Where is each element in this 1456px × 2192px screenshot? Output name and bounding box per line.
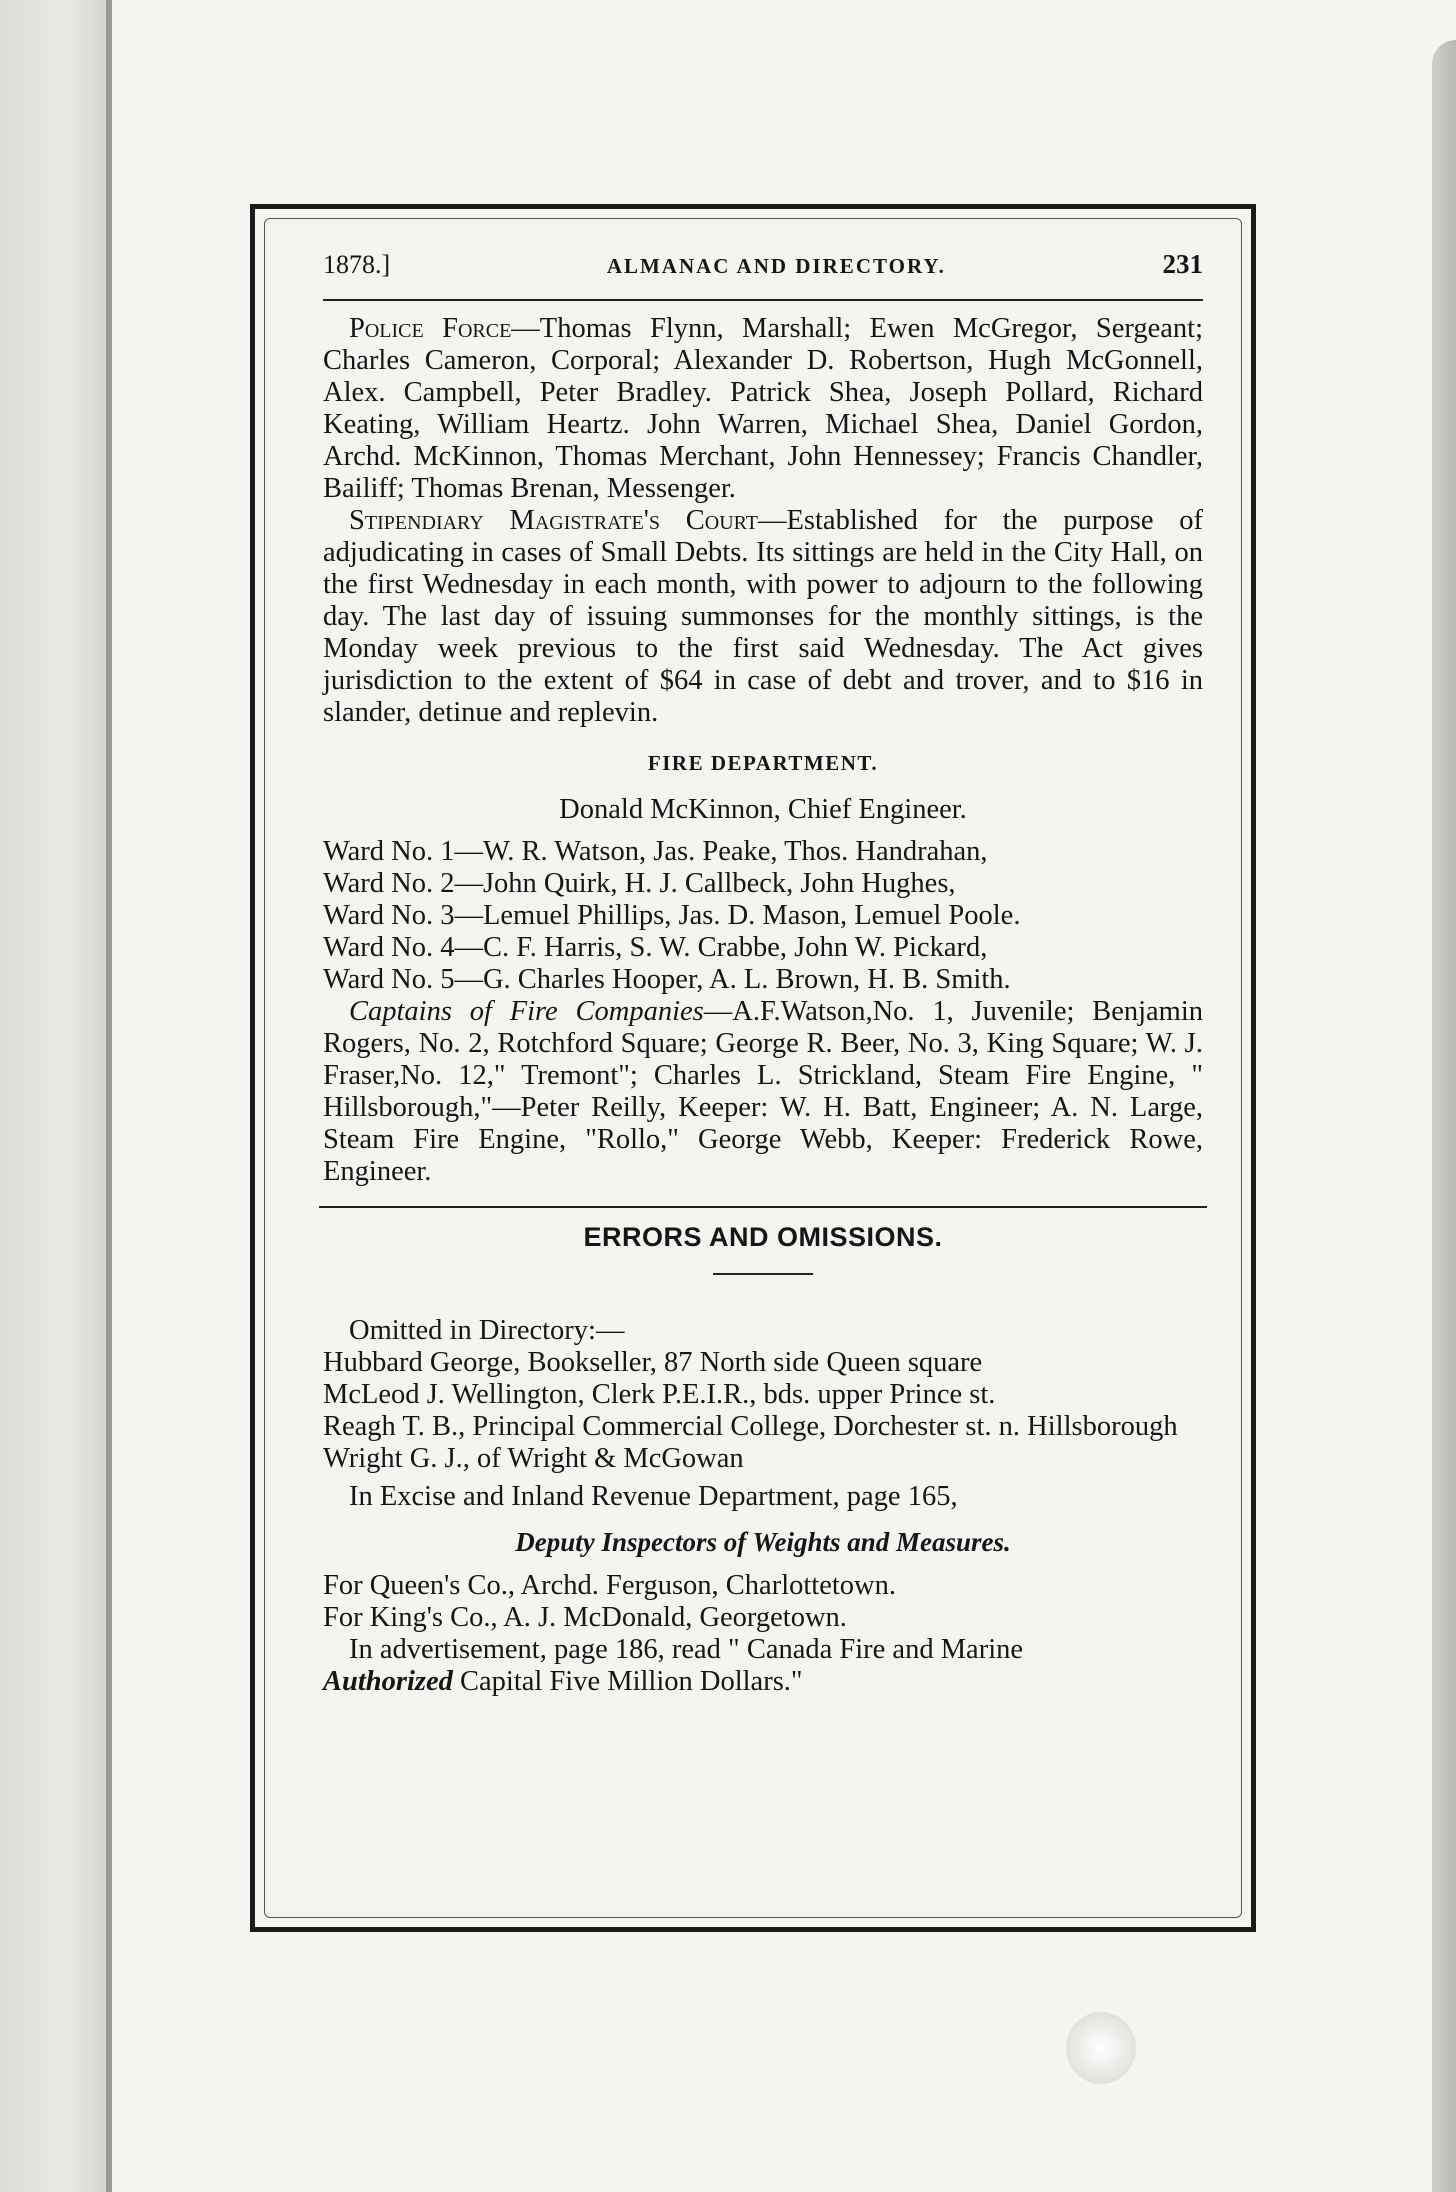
page-content [323, 249, 1203, 1698]
police-heading: Police Force [349, 313, 512, 344]
errors-heading: ERRORS AND OMISSIONS. [583, 1222, 943, 1252]
library-stamp [1066, 2012, 1136, 2084]
ward-line: Ward No. 1—W. R. Watson, Jas. Peake, Thos. Handrahan, [323, 836, 988, 867]
errors-short-rule [713, 1273, 813, 1275]
omitted-entry: McLeod J. Wellington, Clerk P.E.I.R., bds. upper Prince st. [323, 1379, 996, 1410]
section-separator [319, 1206, 1207, 1208]
court-paragraph [323, 505, 1203, 729]
deputy-heading: Deputy Inspectors of Weights and Measures. [515, 1527, 1011, 1557]
advert-suffix: Capital Five Million Dollars." [452, 1666, 803, 1697]
ward-line: Ward No. 3—Lemuel Phillips, Jas. D. Mason, Lemuel Poole. [323, 900, 1021, 931]
omitted-entry: Hubbard George, Bookseller, 87 North side Queen square [323, 1347, 983, 1378]
page-edge-right [1432, 40, 1456, 2192]
page-frame [250, 204, 1256, 1932]
ward-line: Ward No. 5—G. Charles Hooper, A. L. Brown, H. B. Smith. [323, 964, 1011, 995]
facing-page-edge [0, 0, 112, 2192]
police-paragraph [323, 313, 1203, 505]
advert-note [323, 1634, 1203, 1666]
captains-paragraph [323, 996, 1203, 1188]
header-year: 1878.] [323, 250, 391, 279]
court-text: —Established for the purpose of adjudicating in cases of Small Debts. Its sittings are held in the City Hall, on the first Wednesday in each month, with power to adjourn to the following day. The last day of issuing summonses for the monthly sittings, is the Monday week previous to the first said Wednesday. The Act gives jurisdiction to the extent of $64 in case of debt and trover, and to $16 in slander, detinue and replevin. [323, 505, 1203, 728]
deputy-entry: For King's Co., A. J. McDonald, Georgetown. [323, 1602, 847, 1633]
captains-text: —A.F.Watson,No. 1, Juvenile; Benjamin Rogers, No. 2, Rotchford Square; George R. Beer, No. 3, King Square; W. J. Fraser,No. 12," Tremont"; Charles L. Strickland, Steam Fire Engine, " Hillsborough,"—Peter Reilly, Keeper: W. H. Batt, Engineer; A. N. Large, Steam Fire Engine, "Rollo," George Webb, Keeper: Frederick Rowe, Engineer. [323, 996, 1203, 1187]
page-number: 231 [1162, 249, 1203, 279]
advert-prefix: In advertisement, page 186, read " Canada Fire and Marine [349, 1634, 1024, 1665]
omitted-entry: Wright G. J., of Wright & McGowan [323, 1443, 744, 1474]
advert-note-continued [323, 1666, 1203, 1698]
header-title: ALMANAC AND DIRECTORY. [606, 254, 946, 278]
fire-heading: FIRE DEPARTMENT. [647, 751, 879, 775]
ward-line: Ward No. 2—John Quirk, H. J. Callbeck, John Hughes, [323, 868, 956, 899]
fire-chief: Donald McKinnon, Chief Engineer. [559, 794, 967, 825]
omitted-entry: Reagh T. B., Principal Commercial College, Dorchester st. n. Hillsborough [323, 1411, 1178, 1442]
page-gutter [106, 0, 112, 2192]
running-header [323, 249, 1203, 289]
omitted-label: Omitted in Directory:— [349, 1315, 625, 1346]
court-heading: Stipendiary Magistrate's Court [349, 505, 759, 536]
header-rule [323, 299, 1203, 301]
excise-note: In Excise and Inland Revenue Department, page 165, [349, 1481, 958, 1512]
captains-heading: Captains of Fire Companies [349, 996, 704, 1027]
ward-line: Ward No. 4—C. F. Harris, S. W. Crabbe, John W. Pickard, [323, 932, 988, 963]
police-text: —Thomas Flynn, Marshall; Ewen McGregor, Sergeant; Charles Cameron, Corporal; Alexander D. Robertson, Hugh McGonnell, Alex. Campbell, Peter Bradley. Patrick Shea, Joseph Pollard, Richard Keating, William Heartz. John Warren, Michael Shea, Daniel Gordon, Archd. McKinnon, Thomas Merchant, John Hennessey; Francis Chandler, Bailiff; Thomas Brenan, Messenger. [323, 313, 1203, 504]
advert-italic: Authorized [323, 1666, 453, 1697]
deputy-entry: For Queen's Co., Archd. Ferguson, Charlottetown. [323, 1570, 896, 1601]
